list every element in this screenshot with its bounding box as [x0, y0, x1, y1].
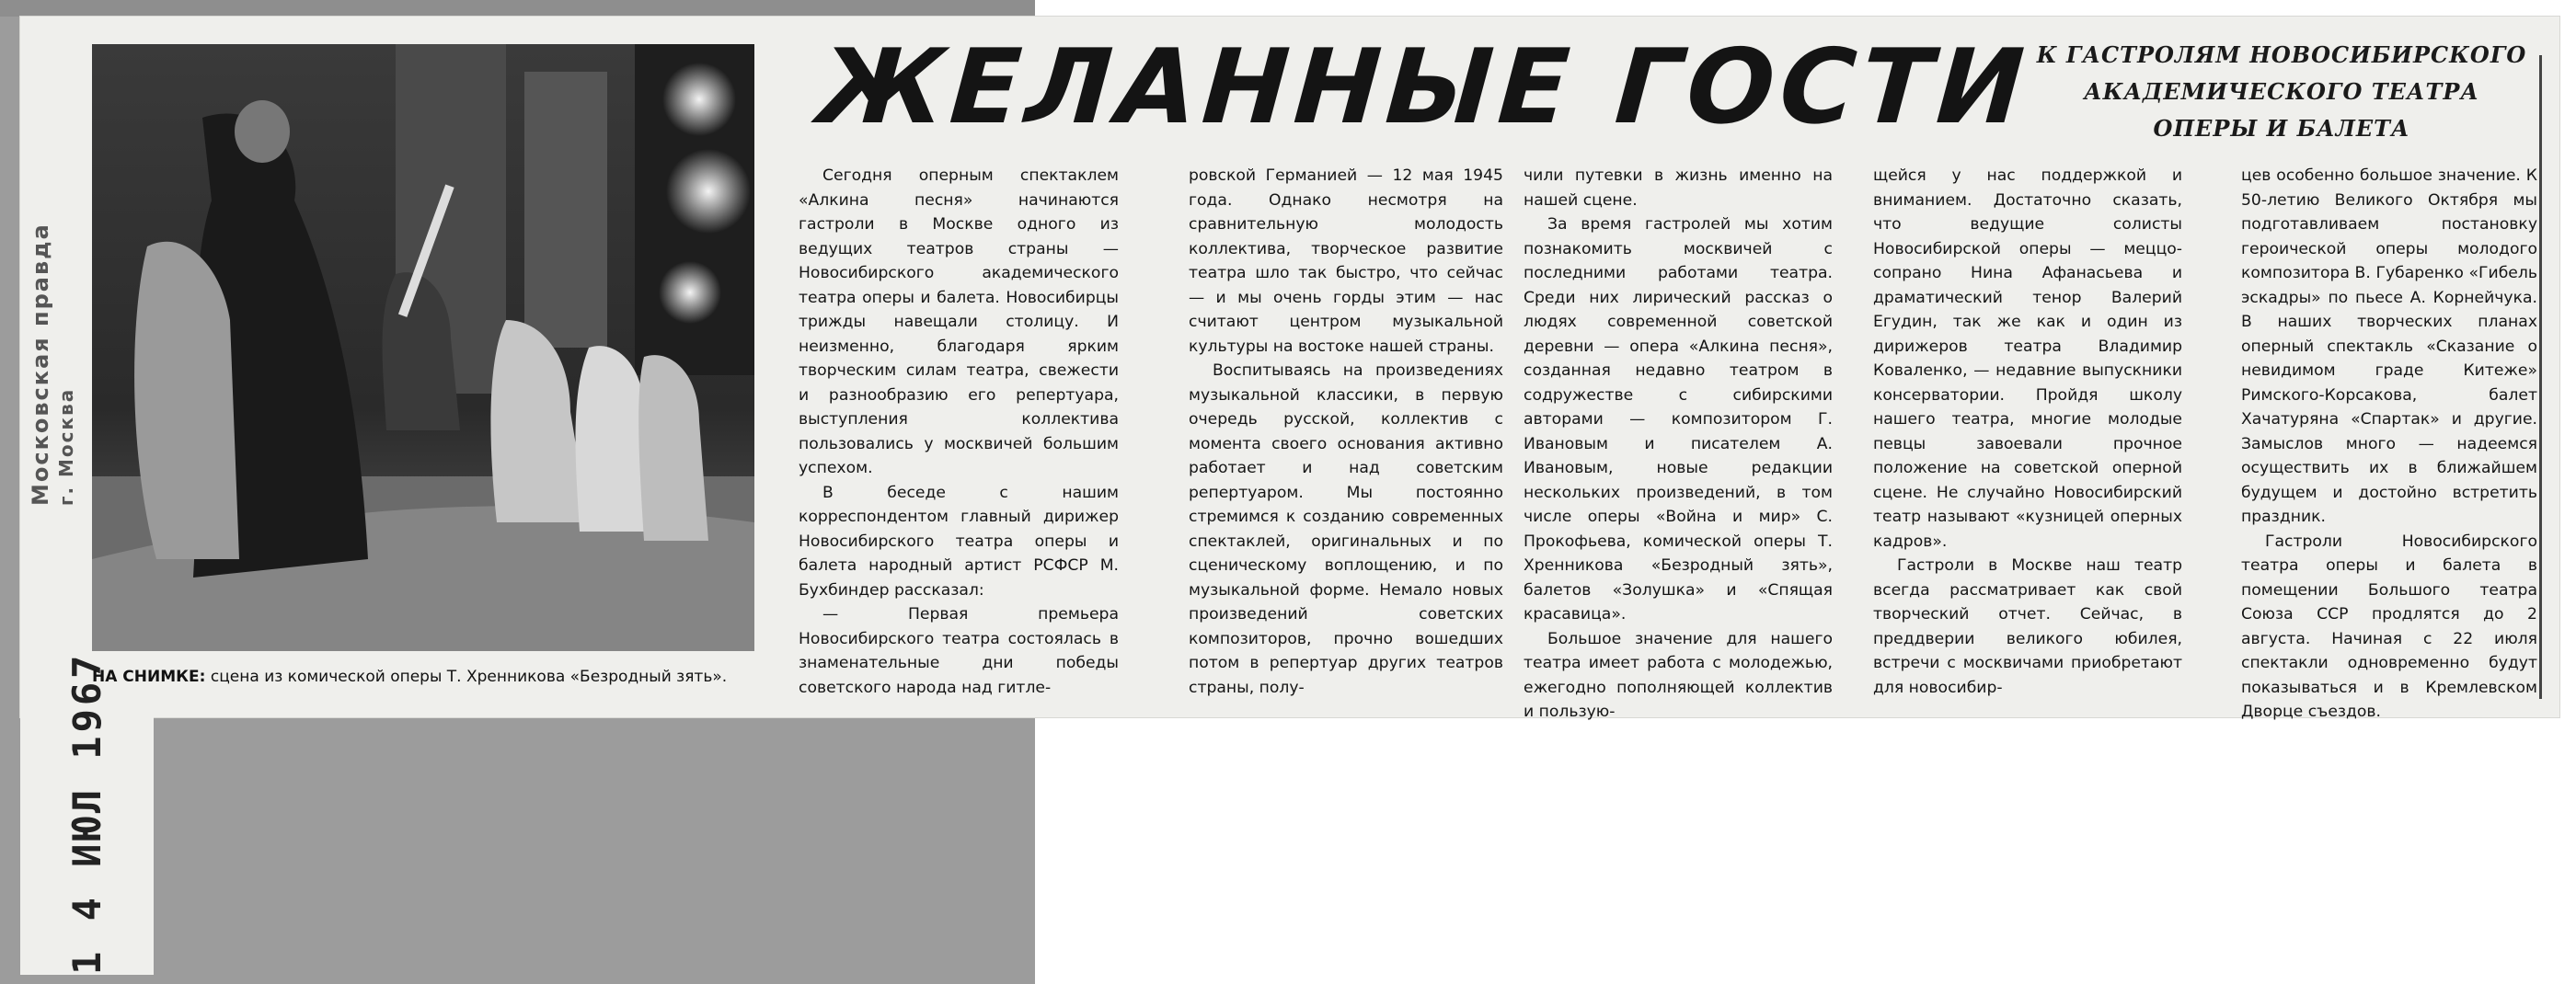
article-column-1 — [799, 164, 1119, 700]
photo-caption — [92, 667, 800, 687]
article-column-2 — [1189, 164, 1503, 700]
column-5-paragraph-1: цев особенно большое значение. К 50-летию Великого Октября мы подготавливаем постановку героической оперы молодого композитора В. Губаренко «Гибель эскадры» по пьесе А. Корнейчука. В наших творческих планах оперный спектакль «Сказание о невидимом граде Китеже» Римского-Корсакова, балет Хачатуряна «Спартак» и другие. Замыслов много — надеемся осуществить их в ближайшем будущем и достойно встретить праздник. — [2241, 166, 2537, 526]
column-3-paragraph-1: чили путевки в жизнь именно на нашей сцене. — [1524, 166, 1833, 210]
article-photo — [92, 44, 754, 651]
subheadline-line-3: ОПЕРЫ И БАЛЕТА — [2153, 115, 2410, 142]
subheadline-line-2: АКАДЕМИЧЕСКОГО ТЕАТРА — [2084, 78, 2479, 105]
article-column-4 — [1873, 164, 2182, 700]
article-headline: ЖЕЛАННЫЕ ГОСТИ — [814, 28, 2033, 147]
stage-scene-image — [92, 44, 754, 651]
newspaper-name: Московская правда — [28, 223, 53, 506]
photo-caption-text: сцена из комической оперы Т. Хренникова «Безродный зять». — [210, 668, 728, 686]
photo-caption-label: НА СНИМКЕ: — [92, 668, 206, 686]
column-5-paragraph-2: Гастроли Новосибирского театра оперы и балета в помещении Большого театра Союза ССР продлятся до 2 августа. Начиная с 22 июля спектакли одновременно будут показываться и в Кремлевском Дворце съездов. — [2241, 532, 2537, 721]
article-column-5 — [2241, 164, 2537, 725]
column-4-paragraph-1: щейся у нас поддержкой и вниманием. Достаточно сказать, что ведущие солисты Новосибирской оперы — меццо-сопрано Нина Афанасьева и драматический тенор Валерий Егудин, так же как и один из дирижеров театра Владимир Коваленко, — недавние выпускники консерватории. Пройдя школу нашего театра, многие молодые певцы завоевали прочное положение на советской оперной сцене. Не случайно Новосибирский театр называют «кузницей оперных кадров». — [1873, 166, 2182, 551]
newspaper-city: г. Москва — [55, 387, 77, 506]
article-column-3 — [1524, 164, 1833, 725]
column-2-paragraph-1: ровской Германией — 12 мая 1945 года. Однако несмотря на сравнительную молодость коллектива, творческое развитие театра шло так быстро, что сейчас — и мы очень горды этим — нас считают центром музыкальной культуры на востоке нашей страны. — [1189, 166, 1503, 356]
subheadline-line-1: К ГАСТРОЛЯМ НОВОСИБИРСКОГО — [2036, 41, 2527, 68]
date-stamp — [64, 651, 120, 975]
column-1-paragraph-3: — Первая премьера Новосибирского театра состоялась в знаменательные дни победы советского народа над гитле- — [799, 605, 1119, 697]
column-1-paragraph-1: Сегодня оперным спектаклем «Алкина песня» начинаются гастроли в Москве одного из ведущих театров страны — Новосибирского академического театра оперы и балета. Новосибирцы трижды навещали столицу. И неизменно, благодаря ярким творческим силам театра, свежести и разнообразию его репертуара, выступления коллектива пользовались у москвичей большим успехом. — [799, 166, 1119, 477]
column-1-paragraph-2: В беседе с нашим корреспондентом главный дирижер Новосибирского театра оперы и балета народный артист РСФСР М. Бухбиндер рассказал: — [799, 483, 1119, 600]
date-stamp-text: 1 4 ИЮЛ 1967 — [64, 651, 109, 975]
background-strip — [0, 0, 1035, 17]
column-4-paragraph-2: Гастроли в Москве наш театр всегда рассматривает как свой творческий отчет. Сейчас, в преддверии великого юбилея, встречи с москвичами приобретают для новосибир- — [1873, 556, 2182, 697]
column-3-paragraph-2: За время гастролей мы хотим познакомить москвичей с последними работами театра. Среди них лирический рассказ о людях современной советской деревни — опера «Алкина песня», созданная недавно театром в содружестве с сибирскими авторами — композитором Г. Ивановым и писателем А. Ивановым, новые редакции нескольких произведений, в том числе оперы «Война и мир» С. Прокофьева, комической оперы Т. Хренникова «Безродный зять», балетов «Золушка» и «Спящая красавица». — [1524, 215, 1833, 624]
column-rule — [2539, 55, 2542, 699]
article-subheadline — [2024, 37, 2539, 147]
column-3-paragraph-3: Большое значение для нашего театра имеет работа с молодежью, ежегодно пополняющей коллектив и пользую- — [1524, 629, 1833, 721]
newspaper-city-block — [55, 303, 92, 506]
column-2-paragraph-2: Воспитываясь на произведениях музыкальной классики, в первую очередь русской, коллектив с момента своего основания активно работает и над советским репертуаром. Мы постоянно стремимся к созданию современных спектаклей, оригинальных и по сценическому воплощению, и по музыкальной форме. Немало новых произведений советских композиторов, прочно вошедших потом в репертуар других театров страны, полу- — [1189, 361, 1503, 697]
